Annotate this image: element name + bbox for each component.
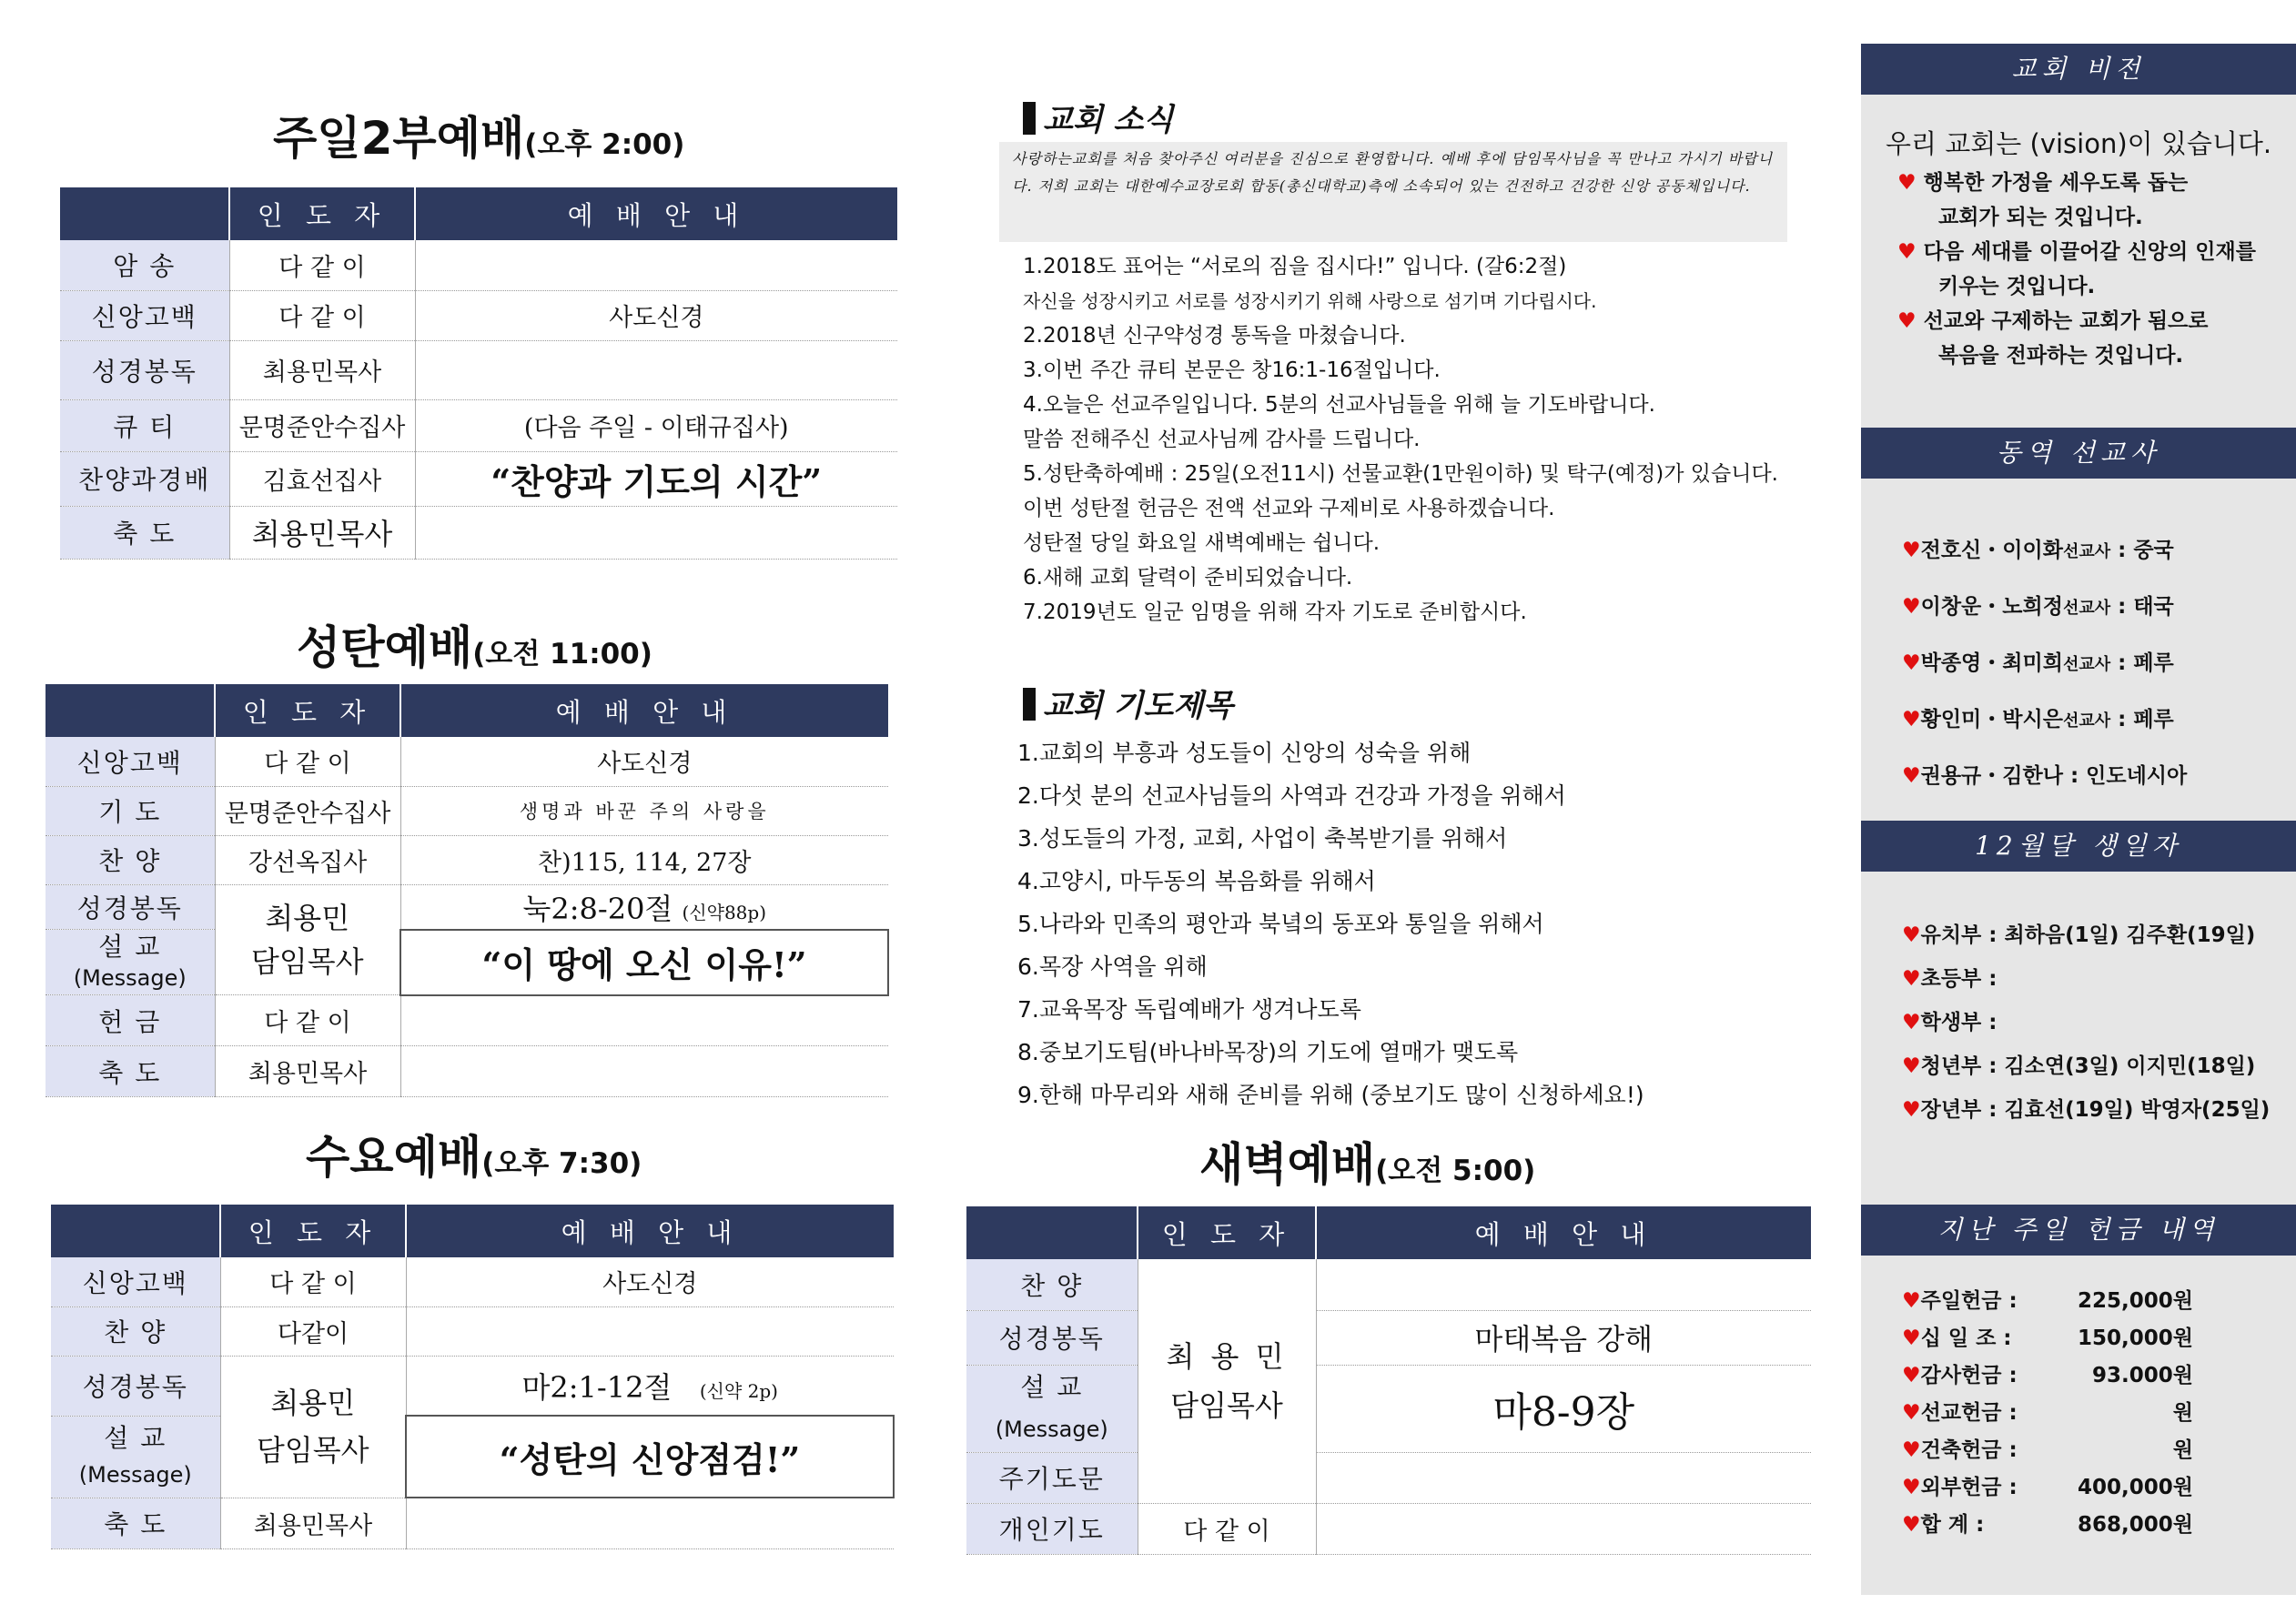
list-item: 말씀 전해주신 선교사님께 감사를 드립니다.	[1023, 428, 1421, 451]
vision-heading: 교회 비전	[1861, 44, 2296, 95]
list-item: ♥권용규・김한나 : 인도네시아	[1902, 764, 2188, 788]
list-item: ♥장년부 : 김효선(19일) 박영자(25일)	[1902, 1098, 2271, 1122]
list-item: 9.한해 마무리와 새해 준비를 위해 (중보기도 많이 신청하세요!)	[1017, 1082, 1644, 1108]
list-item: ♥초등부 :	[1902, 967, 1998, 991]
table-row: 찬 양 강선옥집사 찬)115, 114, 27장	[46, 835, 888, 884]
list-item: ♥이창운・노희정선교사 : 태국	[1902, 595, 2174, 619]
heart-icon: ♥	[1897, 240, 1917, 264]
list-item: ♥합 계 : 868,000원	[1902, 1513, 2193, 1537]
missionaries-heading: 동역 선교사	[1861, 428, 2296, 479]
service3-title: 수요예배(오후 7:30)	[306, 1131, 642, 1184]
table-row: 설 교 (Message) “이 땅에 오신 이유!”	[46, 930, 888, 995]
table-row: 설 교 (Message) “성탄의 신앙점검!”	[51, 1416, 894, 1498]
heart-icon: ♥	[1902, 1011, 1921, 1034]
list-item: 6.목장 사역을 위해	[1017, 953, 1208, 980]
birthday-list	[1902, 913, 2270, 1132]
news-list	[1023, 249, 1778, 630]
table-row: 설 교 (Message) 마8-9장	[966, 1365, 1811, 1452]
heart-icon: ♥	[1897, 171, 1917, 195]
table-row: 기 도 문명준안수집사 생명과 바꾼 주의 사랑을	[46, 786, 888, 835]
list-item: 6.새해 교회 달력이 준비되었습니다.	[1023, 566, 1353, 590]
heart-icon: ♥	[1902, 764, 1921, 788]
table-row: 주기도문	[966, 1452, 1811, 1503]
list-item: 3.이번 주간 큐티 본문은 창16:1-16절입니다.	[1023, 358, 1441, 382]
heart-icon: ♥	[1902, 1289, 1921, 1313]
vision-item: ♥ 다음 세대를 이끌어갈 신앙의 인재를 키우는 것입니다.	[1897, 240, 2256, 298]
table-header-row: 인 도 자 예 배 안 내	[51, 1205, 894, 1257]
table-row: 성경봉독 최용민 담임목사 눅2:8-20절 (신약88p)	[46, 884, 888, 930]
heart-icon: ♥	[1902, 1098, 1921, 1122]
heart-icon: ♥	[1902, 539, 1921, 562]
list-item: ♥선교헌금 : 원	[1902, 1401, 2193, 1425]
table-row: 신앙고백 다 같 이 사도신경	[46, 737, 888, 786]
table-header-row: 인 도 자 예 배 안 내	[60, 187, 897, 240]
table-row: 헌 금 다 같 이	[46, 995, 888, 1046]
table-row: 성경봉독 최용민 담임목사 마2:1-12절 (신약 2p)	[51, 1356, 894, 1416]
table-row: 신앙고백 다 같 이 사도신경	[60, 290, 897, 340]
birthdays-heading: 12월달 생일자	[1861, 821, 2296, 872]
news-intro: 사랑하는교회를 처음 찾아주신 여러분을 진심으로 환영합니다. 예배 후에 담임목사님을 꼭 만나고 가시기 바랍니다. 저희 교회는 대한예수교장로회 합동(총신대학교)측에 소속되어 있는 건전하고 건강한 신앙 공동체입니다.	[999, 142, 1787, 242]
list-item: 4.오늘은 선교주일입니다. 5분의 선교사님들을 위해 늘 기도바랍니다.	[1023, 393, 1655, 417]
list-item: 5.성탄축하예배 : 25일(오전11시) 선물교환(1만원이하) 및 탁구(예정)가 있습니다.	[1023, 462, 1778, 486]
list-item: 4.고양시, 마두동의 복음화를 위해서	[1017, 868, 1376, 894]
square-bullet-icon	[1023, 102, 1036, 135]
table-row: 찬양과경배 김효선집사 “찬양과 기도의 시간”	[60, 451, 897, 506]
table-row: 축 도 최용민목사	[46, 1046, 888, 1097]
list-item: 이번 성탄절 헌금은 전액 선교와 구제비로 사용하겠습니다.	[1023, 497, 1555, 520]
list-item: ♥십 일 조 : 150,000원	[1902, 1326, 2193, 1350]
list-item: 성탄절 당일 화요일 새벽예배는 쉽니다.	[1023, 531, 1381, 555]
table-row: 찬 양 최 용 민 담임목사	[966, 1259, 1811, 1310]
table-header-row: 인 도 자 예 배 안 내	[46, 684, 888, 737]
list-item: 8.중보기도팀(바나바목장)의 기도에 열매가 맺도록	[1017, 1039, 1519, 1065]
offering-list	[1902, 1283, 2193, 1544]
list-item: 5.나라와 민족의 평안과 북녘의 동포와 통일을 위해서	[1017, 911, 1544, 937]
table-row: 신앙고백 다 같 이 사도신경	[51, 1257, 894, 1306]
list-item: ♥주일헌금 : 225,000원	[1902, 1289, 2193, 1313]
table-row: 개인기도 다 같 이	[966, 1503, 1811, 1554]
service2-table	[46, 684, 889, 1097]
table-row: 찬 양 다같이	[51, 1306, 894, 1356]
table-header-row: 인 도 자 예 배 안 내	[966, 1206, 1811, 1259]
heart-icon: ♥	[1897, 309, 1917, 333]
heart-icon: ♥	[1902, 1401, 1921, 1425]
heart-icon: ♥	[1902, 595, 1921, 619]
table-row: 성경봉독 최용민목사	[60, 340, 897, 399]
merged-leader-cell: 최용민 담임목사	[215, 884, 400, 995]
list-item: 3.성도들의 가정, 교회, 사업이 축복받기를 위해서	[1017, 825, 1508, 852]
prayer-heading: 교회 기도제목	[1023, 681, 1233, 725]
list-item: ♥유치부 : 최하음(1일) 김주환(19일)	[1902, 923, 2256, 947]
table-row: 큐 티 문명준안수집사 (다음 주일 - 이태규집사)	[60, 399, 897, 451]
heart-icon: ♥	[1902, 1438, 1921, 1462]
list-item: ♥청년부 : 김소연(3일) 이지민(18일)	[1902, 1054, 2256, 1078]
service2-title: 성탄예배(오전 11:00)	[297, 621, 652, 674]
vision-item: ♥ 선교와 구제하는 교회가 됨으로 복음을 전파하는 것입니다.	[1897, 309, 2209, 368]
heart-icon: ♥	[1902, 1364, 1921, 1387]
news-heading: 교회 소식	[1023, 95, 1173, 139]
table-row: 축 도 최용민목사	[51, 1498, 894, 1548]
list-item: 1.2018도 표어는 “서로의 짐을 집시다!” 입니다. (갈6:2절)	[1023, 255, 1567, 278]
list-item: ♥외부헌금 : 400,000원	[1902, 1476, 2193, 1499]
service1-title: 주일2부예배(오후 2:00)	[273, 112, 685, 165]
list-item: ♥학생부 :	[1902, 1011, 1998, 1034]
heart-icon: ♥	[1902, 1054, 1921, 1078]
square-bullet-icon	[1023, 688, 1036, 721]
list-item: ♥박종영・최미희선교사 : 페루	[1902, 651, 2174, 675]
list-item: ♥감사헌금 : 93.000원	[1902, 1364, 2193, 1387]
service3-table	[51, 1205, 895, 1549]
service4-title: 새벽예배(오전 5:00)	[1199, 1138, 1536, 1191]
list-item: ♥건축헌금 : 원	[1902, 1438, 2193, 1462]
heart-icon: ♥	[1902, 708, 1921, 731]
heart-icon: ♥	[1902, 1476, 1921, 1499]
table-row: 성경봉독 마태복음 강해	[966, 1310, 1811, 1365]
service4-table	[966, 1206, 1811, 1555]
offering-heading: 지난 주일 헌금 내역	[1861, 1205, 2296, 1256]
prayer-list	[1017, 731, 1644, 1116]
missionary-list	[1902, 523, 2187, 805]
list-item: 2.다섯 분의 선교사님들의 사역과 건강과 가정을 위해서	[1017, 782, 1566, 809]
table-row: 암 송 다 같 이	[60, 240, 897, 290]
heart-icon: ♥	[1902, 1513, 1921, 1537]
list-item: 1.교회의 부흥과 성도들이 신앙의 성숙을 위해	[1017, 740, 1472, 766]
list-item: 7.2019년도 일군 임명을 위해 각자 기도로 준비합시다.	[1023, 600, 1527, 624]
heart-icon: ♥	[1902, 1326, 1921, 1350]
merged-leader-cell: 최용민 담임목사	[220, 1356, 406, 1498]
list-item: 자신을 성장시키고 서로를 성장시키기 위해 사랑으로 섬기며 기다립시다.	[1023, 290, 1597, 312]
list-item: 2.2018년 신구약성경 통독을 마쳤습니다.	[1023, 324, 1406, 348]
list-item: ♥전호신・이이화선교사 : 중국	[1902, 539, 2174, 562]
list-item: ♥황인미・박시은선교사 : 페루	[1902, 708, 2174, 731]
service1-table	[60, 187, 897, 560]
merged-leader-cell: 최 용 민 담임목사	[1138, 1259, 1316, 1503]
table-row: 축 도 최용민목사	[60, 506, 897, 559]
list-item: 7.교육목장 독립예배가 생겨나도록	[1017, 996, 1361, 1023]
vision-lead: 우리 교회는 (vision)이 있습니다.	[1886, 128, 2272, 159]
vision-item: ♥ 행복한 가정을 세우도록 돕는 교회가 되는 것입니다.	[1897, 171, 2189, 229]
heart-icon: ♥	[1902, 651, 1921, 675]
heart-icon: ♥	[1902, 923, 1921, 947]
heart-icon: ♥	[1902, 967, 1921, 991]
